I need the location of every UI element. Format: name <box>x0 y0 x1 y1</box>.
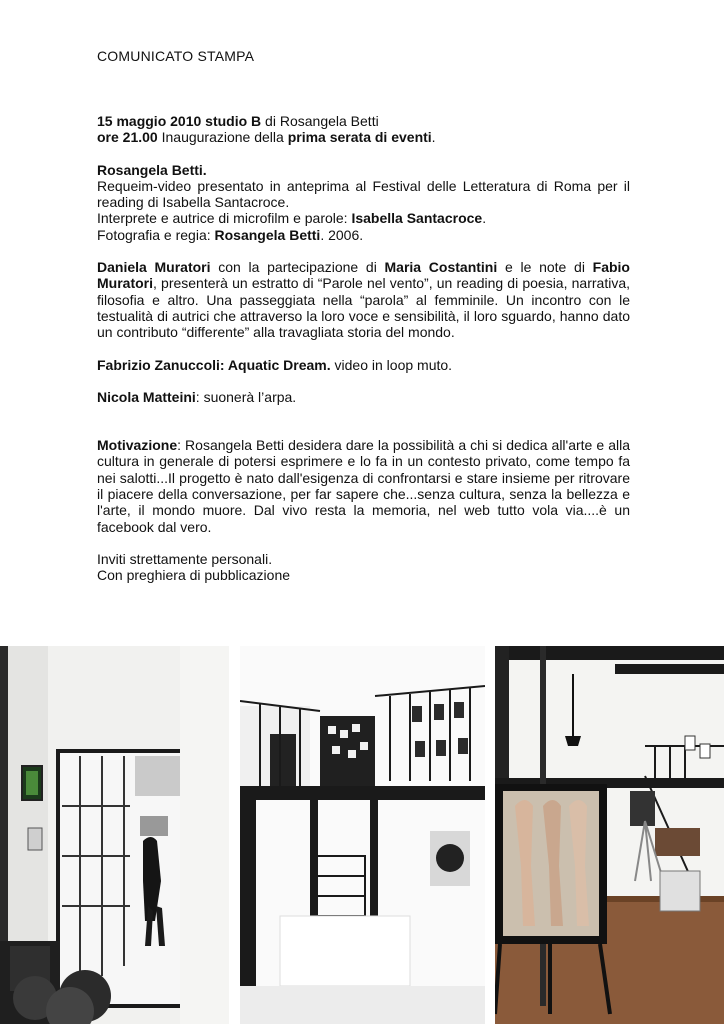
interpreter-end: . <box>482 210 487 227</box>
event-date-line <box>97 113 630 129</box>
musician-name: Fabio Muratori <box>97 259 630 292</box>
event-time-text: Inaugurazione della <box>157 129 288 146</box>
event-name: prima serata di eventi <box>287 129 432 146</box>
event-time-line <box>97 129 630 145</box>
interpreter-label: Interprete e autrice di microfilm e parole: <box>97 210 352 227</box>
section-betti-photo <box>97 227 630 243</box>
event-date: 15 maggio 2010 studio B <box>97 113 262 129</box>
press-release-body <box>97 113 630 584</box>
harpist-name: Nicola Matteini <box>97 388 196 405</box>
photo-hallway-mirror <box>0 646 229 1024</box>
document-title: COMUNICATO STAMPA <box>97 48 255 64</box>
section-betti-name <box>97 162 630 178</box>
photo-label: Fotografia e regia: <box>97 226 215 243</box>
section-muratori <box>97 259 630 340</box>
photo-end: . 2006. <box>320 226 364 243</box>
section-betti-interpreter <box>97 210 630 226</box>
event-host: di Rosangela Betti <box>261 113 379 129</box>
section-betti-desc: Requeim-video presentato in anteprima al Festival delle Letteratura di Roma per il reading di Isabella Santacroce. <box>97 177 630 211</box>
event-time: ore 21.00 <box>97 129 158 146</box>
motivation-label: Motivazione <box>97 437 178 454</box>
section-muratori-text3: , presenterà un estratto di “Parole nel vento”, un reading di poesia, narrativa, filosofia e altro. Una passeggiata nella “parola” al femminile. Un incontro con le testualità di autrici che attraverso la loro voce e sensibilità, il loro sguardo, hanno dato un contributo “differente” alla travagliata storia del mondo. <box>97 275 630 341</box>
photo-name: Rosangela Betti <box>214 226 321 243</box>
section-matteini <box>97 389 630 405</box>
video-title: Fabrizio Zanuccoli: Aquatic Dream. <box>97 356 331 373</box>
motivation-paragraph <box>97 437 630 535</box>
photo-studio-mezzanine <box>240 646 485 1024</box>
event-time-end: . <box>431 129 436 146</box>
harpist-desc: : suonerà l’arpa. <box>195 388 297 405</box>
interpreter-name: Isabella Santacroce <box>351 210 483 227</box>
video-desc: video in loop muto. <box>330 356 453 373</box>
closing-publication: Con preghiera di pubblicazione <box>97 567 291 584</box>
participant-name: Maria Costantini <box>384 259 498 276</box>
section-muratori-text2: e le note di <box>497 259 593 276</box>
motivation-text: : Rosangela Betti desidera dare la possibilità a chi si dedica all'arte e alla cultura in generale di potersi esprimere e lo fa in un contesto privato, come tempo fa nei salotti...Il progetto è nato dall'esigenza di confrontarsi e stare insieme per ritrovare il piacere della conversazione, per far sapere che...senza cultura, senza la bellezza e l'arte, il mondo muore. Dal vivo resta la memoria, nel web tutto vola via....è un facebook dal vero. <box>97 437 630 535</box>
artist-name: Rosangela Betti. <box>97 161 207 178</box>
performer-name: Daniela Muratori <box>97 259 211 276</box>
section-zanuccoli <box>97 357 630 373</box>
section-muratori-text1: con la partecipazione di <box>210 259 385 276</box>
closing-invites: Inviti strettamente personali. <box>97 550 273 567</box>
photo-loft-easel <box>495 646 724 1024</box>
